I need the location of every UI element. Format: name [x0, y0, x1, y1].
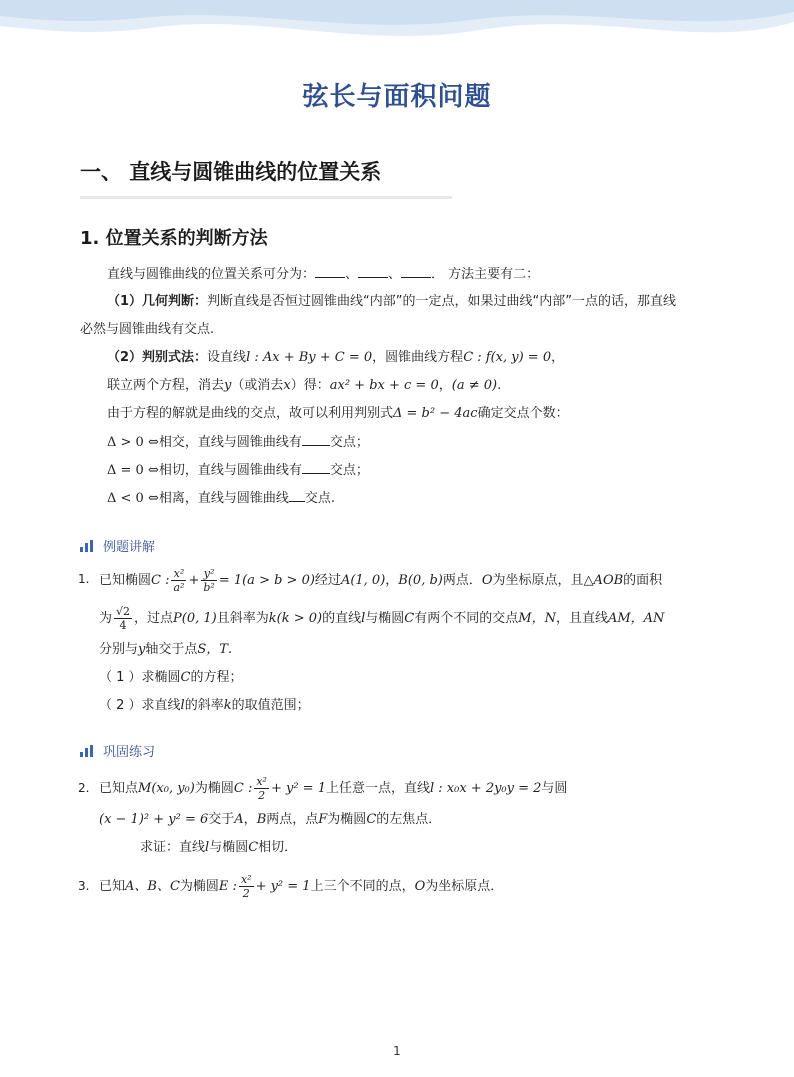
- math: + y² = 1: [270, 781, 326, 796]
- text: 交点；: [329, 463, 369, 478]
- blank: [358, 264, 388, 278]
- math: C :: [151, 573, 170, 588]
- fraction-numerator: √2: [116, 605, 131, 618]
- blank: [302, 460, 330, 474]
- page-title: 弦长与面积问题: [302, 82, 492, 112]
- text: .: [497, 378, 502, 393]
- method2-line2: [107, 376, 501, 396]
- problem-number: 2.: [78, 781, 90, 795]
- text: （ 2 ）求直线: [99, 698, 181, 713]
- problem1-line1: [99, 566, 662, 596]
- math: P(0, 1): [173, 611, 217, 626]
- text: （ 1 ）求椭圆: [99, 670, 181, 685]
- text: 相交，直线与圆锥曲线有: [158, 435, 302, 450]
- text: 由于方程的解就是曲线的交点，故可以利用判别式: [107, 406, 394, 421]
- fraction-denominator: b²: [203, 581, 215, 594]
- text: 交点.: [304, 491, 335, 506]
- text: 相离，直线与圆锥曲线: [158, 491, 289, 506]
- math: C: [248, 840, 259, 855]
- text: 联立两个方程，消去: [107, 378, 225, 393]
- text: 交点；: [329, 435, 369, 450]
- math: E :: [218, 879, 237, 894]
- text: 已知点: [99, 781, 139, 796]
- math: k(k > 0): [268, 611, 323, 626]
- fraction-denominator: 2: [258, 789, 266, 802]
- bar-chart-icon: [80, 540, 93, 552]
- text: 为椭圆: [194, 781, 234, 796]
- text: ，过点: [134, 611, 174, 626]
- fraction: [201, 567, 216, 594]
- blank: [315, 264, 345, 278]
- text: 与椭圆: [365, 611, 405, 626]
- math: AM，AN: [607, 611, 665, 626]
- method2-line3: [107, 404, 569, 424]
- section-heading: 一、 直线与圆锥曲线的位置关系: [80, 160, 382, 184]
- method1-line2: [80, 320, 214, 340]
- case-condition: Δ = 0 ⇔: [107, 463, 159, 478]
- text: ，且直线: [555, 611, 608, 626]
- math-var: x: [283, 378, 291, 393]
- text: 的面积: [623, 573, 663, 588]
- math: F: [318, 812, 328, 827]
- text: 为坐标原点，且: [492, 573, 584, 588]
- problem2-line2: [99, 810, 441, 830]
- math: C: [404, 611, 415, 626]
- math: C: [180, 670, 191, 685]
- text: 分别与: [99, 642, 139, 657]
- text: ，: [551, 350, 565, 365]
- math: A(1, 0): [340, 573, 386, 588]
- bar-chart-icon: [80, 745, 93, 757]
- math: (x − 1)² + y² = 6: [99, 812, 209, 827]
- math-var: y: [224, 378, 232, 393]
- problem1-line3: [99, 640, 232, 660]
- math: B: [256, 812, 267, 827]
- math: + y² = 1: [255, 879, 311, 894]
- text: （或消去: [231, 378, 284, 393]
- math: k: [223, 698, 232, 713]
- math: = 1(a > b > 0): [218, 573, 315, 588]
- case-intersect: [107, 432, 369, 453]
- text: 的取值范围；: [231, 698, 310, 713]
- blank: [401, 264, 431, 278]
- method1-text2: 必然与圆锥曲线有交点.: [80, 322, 215, 337]
- case-condition: Δ < 0 ⇔: [107, 491, 159, 506]
- problem2-line1: [99, 774, 567, 804]
- practice-section-label: 巩固练习: [103, 745, 156, 760]
- section-divider: [80, 196, 452, 199]
- text: 两点．: [442, 573, 482, 588]
- text: ，: [385, 573, 399, 588]
- fraction-numerator: x²: [240, 873, 252, 886]
- fraction-denominator: a²: [173, 581, 185, 594]
- page-number: 1: [393, 1044, 401, 1058]
- blank: [289, 488, 305, 502]
- text: 为: [99, 611, 113, 626]
- method2-label: （2）判别式法：: [107, 350, 208, 365]
- fraction: [254, 775, 269, 802]
- problem-number: 3.: [78, 879, 90, 893]
- fraction-denominator: 4: [119, 619, 127, 632]
- text: ，圆锥曲线方程: [372, 350, 464, 365]
- text: 设直线: [207, 350, 247, 365]
- fraction: [239, 873, 254, 900]
- text: 相切．: [258, 840, 298, 855]
- math: l: [361, 611, 366, 626]
- math: O: [481, 573, 493, 588]
- method1-label: （1）几何判断：: [107, 294, 208, 309]
- problem-number: 1.: [78, 572, 90, 586]
- math: C: [366, 812, 377, 827]
- math: l: [180, 698, 185, 713]
- case-condition: Δ > 0 ⇔: [107, 435, 159, 450]
- header-wave-decoration: [0, 0, 794, 60]
- text: 的直线: [322, 611, 362, 626]
- text: 两点，点: [266, 812, 319, 827]
- fraction-numerator: y²: [201, 567, 216, 581]
- math: B(0, b): [398, 573, 443, 588]
- subsection-heading: 1. 位置关系的判断方法: [80, 228, 268, 249]
- fraction-denominator: 2: [242, 887, 250, 900]
- intro-tail: ． 方法主要有二：: [431, 267, 540, 282]
- math: l : x₀x + 2y₀y = 2: [429, 781, 542, 796]
- text: 且斜率为: [216, 611, 269, 626]
- example-section-header: [80, 536, 155, 555]
- text: 与圆: [541, 781, 568, 796]
- text: ）得：: [290, 378, 330, 393]
- fraction-numerator: x²: [256, 775, 267, 788]
- text: .: [227, 642, 233, 657]
- text: 相切，直线与圆锥曲线有: [158, 463, 302, 478]
- text: 的左焦点．: [376, 812, 442, 827]
- conic-equation: C : f(x, y) = 0: [463, 350, 552, 365]
- math: C :: [233, 781, 253, 796]
- intro-line: [107, 264, 539, 285]
- text: 为椭圆: [179, 879, 219, 894]
- discriminant: Δ = b² − 4ac: [393, 406, 478, 421]
- practice-section-header: [80, 741, 155, 760]
- intro-text: 直线与圆锥曲线的位置关系可分为：: [107, 267, 316, 282]
- math: M，N: [518, 611, 556, 626]
- text: ，: [438, 378, 452, 393]
- blank: [302, 432, 330, 446]
- text: 上任意一点，直线: [325, 781, 430, 796]
- case-separate: [107, 488, 335, 509]
- text: 上三个不同的点，: [310, 879, 415, 894]
- text: ，: [243, 812, 257, 827]
- fraction-numerator: x²: [171, 567, 186, 581]
- math: y: [138, 642, 146, 657]
- method1-line: [107, 292, 676, 312]
- text: 的方程；: [190, 670, 243, 685]
- math: M(x₀, y₀): [138, 781, 195, 796]
- problem3-line1: [99, 872, 503, 902]
- problem2-proof: [140, 838, 297, 858]
- text: 求证：直线: [140, 840, 206, 855]
- problem1-line2: [99, 604, 664, 634]
- math: A、B、C: [125, 879, 180, 894]
- text: 轴交于点: [145, 642, 198, 657]
- text: 确定交点个数：: [477, 406, 569, 421]
- fraction: [114, 605, 132, 632]
- math: l: [205, 840, 210, 855]
- math: A: [234, 812, 244, 827]
- problem1-question2: [99, 696, 310, 716]
- text: 经过: [314, 573, 341, 588]
- case-tangent: [107, 460, 369, 481]
- condition: (a ≠ 0): [451, 378, 498, 393]
- text: 已知: [99, 879, 126, 894]
- example-section-label: 例题讲解: [103, 540, 156, 555]
- math: △AOB: [583, 573, 624, 588]
- text: 的斜率: [184, 698, 224, 713]
- method2-line: [107, 348, 564, 368]
- intro-sep: 、: [388, 267, 402, 282]
- intro-sep: 、: [345, 267, 359, 282]
- text: 与椭圆: [209, 840, 249, 855]
- line-equation: l : Ax + By + C = 0: [246, 350, 373, 365]
- math: S，T: [197, 642, 228, 657]
- math: O: [414, 879, 426, 894]
- text: 有两个不同的交点: [414, 611, 519, 626]
- text: 已知椭圆: [99, 573, 152, 588]
- text: 交于: [208, 812, 235, 827]
- quadratic-equation: ax² + bx + c = 0: [329, 378, 439, 393]
- text: 为椭圆: [327, 812, 367, 827]
- text: 为坐标原点．: [425, 879, 504, 894]
- math: +: [188, 573, 200, 588]
- method1-text: 判断直线是否恒过圆锥曲线“内部”的一定点，如果过曲线“内部”一点的话，那直线: [207, 294, 676, 309]
- fraction: [171, 567, 186, 594]
- problem1-question1: [99, 668, 243, 688]
